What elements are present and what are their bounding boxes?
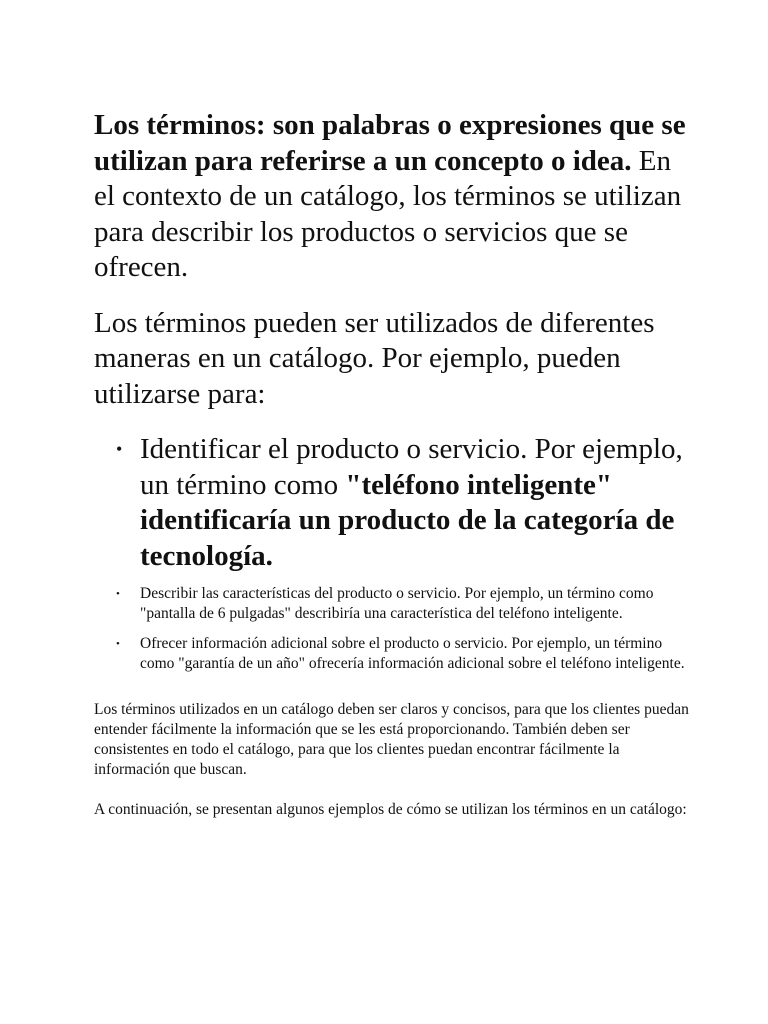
list-item-identify-text: Identificar el producto o servicio. Por ejemplo, un término como (140, 433, 683, 501)
bullet-list-small (94, 584, 694, 674)
list-item-identify (94, 432, 694, 574)
list-item-describe (94, 584, 694, 624)
definition-bold-text: Los términos: son palabras o expresiones que se utilizan para referirse a un concepto o idea. (94, 109, 686, 177)
document-page (94, 108, 694, 840)
paragraph-definition (94, 108, 694, 286)
bullet-icon: • (116, 439, 123, 459)
paragraph-clarity: Los términos utilizados en un catálogo deben ser claros y concisos, para que los clientes puedan entender fácilmente la información que se les está proporcionando. También deben ser consistentes en todo el catálogo, para que los clientes puedan encontrar fácilmente la información que buscan. (94, 701, 689, 778)
list-item-identify-bold: "teléfono inteligente" identificaría un producto de la categoría de tecnología. (140, 468, 675, 572)
bullet-icon: • (116, 638, 120, 650)
definition-rest-text: En el contexto de un catálogo, los términos se utilizan para describir los productos o servicios que se ofrecen. (94, 144, 682, 283)
paragraph-uses-intro: Los términos pueden ser utilizados de diferentes maneras en un catálogo. Por ejemplo, pueden utilizarse para: (94, 306, 655, 410)
list-item-describe-text: Describir las características del producto o servicio. Por ejemplo, un término como "pantalla de 6 pulgadas" describiría una característica del teléfono inteligente. (140, 585, 654, 622)
list-item-additional-info (94, 634, 694, 674)
bullet-icon: • (116, 588, 120, 600)
paragraph-examples-intro: A continuación, se presentan algunos ejemplos de cómo se utilizan los términos en un catálogo: (94, 801, 687, 818)
list-item-additional-info-text: Ofrecer información adicional sobre el producto o servicio. Por ejemplo, un término como "garantía de un año" ofrecería información adicional sobre el teléfono inteligente. (140, 635, 685, 672)
bullet-list-large (94, 432, 694, 574)
